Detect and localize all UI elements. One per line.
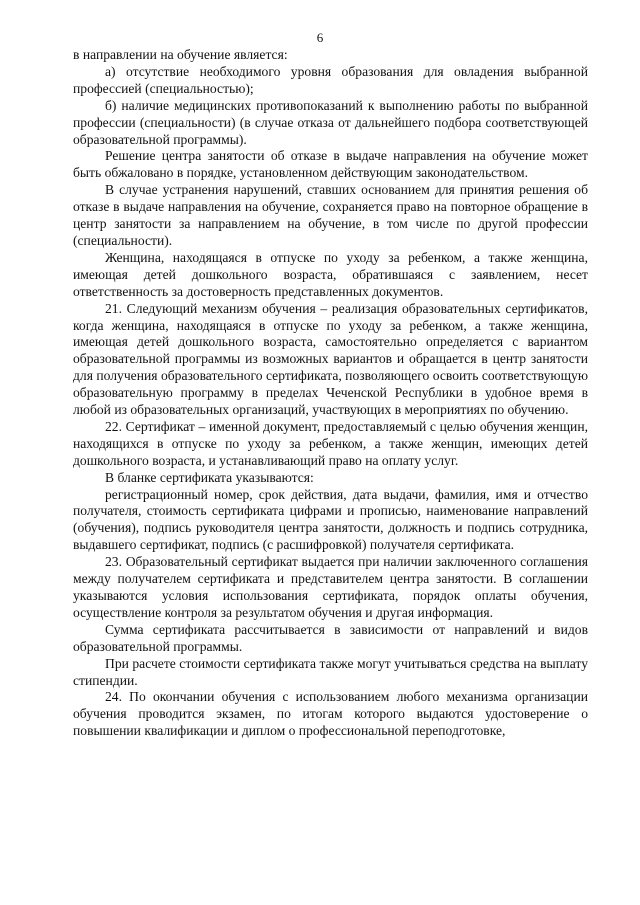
paragraph-continuation: в направлении на обучение является:	[73, 47, 288, 62]
page-number: 6	[316, 30, 324, 45]
paragraph-item-23: 23. Образовательный сертификат выдается при наличии заключенного соглашения между получателем сертификата и представителем центра занятости. В соглашении указываются условия использования сертификата, порядок оплаты обучения, осуществление контроля за результатом обучения и другая информация.	[73, 554, 588, 620]
paragraph-item-21: 21. Следующий механизм обучения – реализация образовательных сертификатов, когда женщина, находящаяся в отпуске по уходу за ребенком, а также женщина, имеющая детей дошкольного возраста, самостоятельно определяется с вариантом образовательной программы из возможных вариантов и обращается в центр занятости для получения образовательного сертификата, позволяющего освоить соответствующую образовательную программу в пределах Чеченской Республики в удобное время в любой из образовательных организаций, участвующих в мероприятиях по обучению.	[73, 300, 588, 418]
paragraph-reapply: В случае устранения нарушений, ставших основанием для принятия решения об отказе в выдаче направления на обучение, сохраняется право на повторное обращение в центр занятости за направлением на обучение, в том числе по другой профессии (специальности).	[73, 182, 588, 248]
paragraph-appeal: Решение центра занятости об отказе в выдаче направления на обучение может быть обжаловано в порядке, установленном действующим законодательством.	[73, 148, 588, 181]
paragraph-stipend: При расчете стоимости сертификата также могут учитываться средства на выплату стипендии.	[73, 655, 588, 688]
document-body	[73, 47, 588, 740]
paragraph-certificate-form: В бланке сертификата указываются:	[105, 469, 314, 485]
paragraph-certificate-sum: Сумма сертификата рассчитывается в зависимости от направлений и видов образовательной программы.	[73, 621, 588, 654]
paragraph-certificate-fields: регистрационный номер, срок действия, дата выдачи, фамилия, имя и отчество получателя, стоимость сертификата цифрами и прописью, наименование направлений (обучения), подпись руководителя центра занятости, должность и подпись сотрудника, выдавшего сертификат, подпись (с расшифровкой) получателя сертификата.	[73, 486, 588, 553]
paragraph-responsibility: Женщина, находящаяся в отпуске по уходу за ребенком, а также женщина, имеющая детей дошкольного возраста, обратившаяся с заявлением, несет ответственность за достоверность представленных документов.	[73, 249, 588, 299]
paragraph-item-24: 24. По окончании обучения с использованием любого механизма организации обучения проводится экзамен, по итогам которого выдаются удостоверение о повышении квалификации и диплом о профессиональной переподготовке,	[73, 689, 588, 739]
paragraph-reason-b: б) наличие медицинских противопоказаний к выполнению работы по выбранной профессии (специальности) (в случае отказа от дальнейшего подбора соответствующей образовательной программы).	[73, 97, 588, 147]
paragraph-reason-a: а) отсутствие необходимого уровня образования для овладения выбранной профессией (специальностью);	[73, 63, 588, 96]
paragraph-item-22: 22. Сертификат – именной документ, предоставляемый с целью обучения женщин, находящихся в отпуске по уходу за ребенком, а также женщин, имеющих детей дошкольного возраста, и устанавливающий право на оплату услуг.	[73, 418, 588, 468]
